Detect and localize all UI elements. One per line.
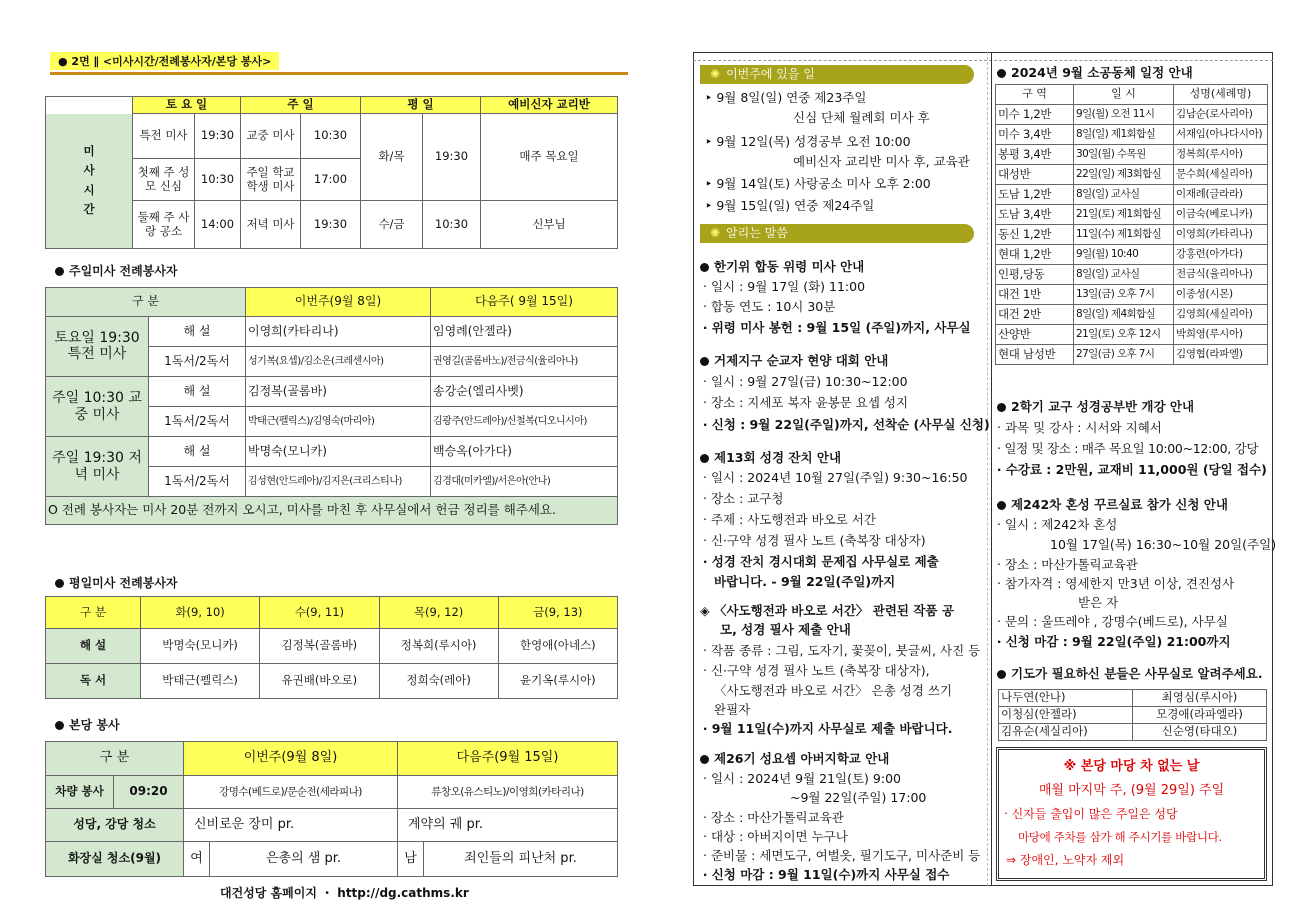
role-label: 해 설 xyxy=(46,629,141,664)
service-header: 다음주(9월 15일) xyxy=(398,742,618,776)
notice-title: 거제지구 순교자 현양 대회 안내 xyxy=(700,352,888,369)
community-row xyxy=(996,205,1268,225)
community-row xyxy=(996,185,1268,205)
sat-mass-time: 14:00 xyxy=(195,201,241,249)
community-area: 대건 2반 xyxy=(996,305,1074,325)
weekday-servers-table xyxy=(45,596,618,699)
sun-mass-name: 저녁 미사 xyxy=(241,201,301,249)
community-leader: 서재임(아나다시아) xyxy=(1174,125,1268,145)
prayer-name: 이청심(안젤라) xyxy=(999,707,1133,724)
community-leader: 이금숙(베로니카) xyxy=(1174,205,1268,225)
cursillo-line: ‧ 장소 : 마산가톨릭교육관 xyxy=(997,557,1138,572)
this-week-line: 신심 단체 월례회 미사 후 xyxy=(793,110,930,125)
role-label: 독 서 xyxy=(46,664,141,699)
server-next-week: 김경대(미카엘)/서은아(안나) xyxy=(431,467,618,497)
weekday-days: 수/금 xyxy=(361,201,423,249)
prayer-name: 최영심(루시아) xyxy=(1133,690,1267,707)
weekday-servers-title: 평일미사 전례봉사자 xyxy=(55,574,178,591)
sunday-servers-title: 주일미사 전례봉사자 xyxy=(55,262,178,279)
notice-line: ‧ 9월 11일(수)까지 사무실로 제출 바랍니다. xyxy=(703,721,953,736)
parking-line: ⇒ 장애인, 노약자 제외 xyxy=(1006,853,1125,867)
role-label: 해 설 xyxy=(149,376,246,406)
role-label: 해 설 xyxy=(149,437,246,467)
notice-line: ‧ 합동 연도 : 10시 30분 xyxy=(703,299,836,314)
community-row xyxy=(996,105,1268,125)
sat-mass-name: 둘째 주 사랑 공소 xyxy=(133,201,195,249)
notice-line: ‧ 일시 : 9월 27일(금) 10:30~12:00 xyxy=(703,374,908,389)
community-time: 22일(일) 제3회합실 xyxy=(1074,165,1174,185)
notice-line: ‧ 성경 잔치 경시대회 문제집 사무실로 제출 xyxy=(703,554,939,569)
notice-line: ‧ 신청 : 9월 22일(주일)까지, 선착순 (사무실 신청) xyxy=(703,417,990,432)
sunday-servers-table xyxy=(45,287,618,525)
community-time: 8일(일) 교사실 xyxy=(1074,185,1174,205)
service-time: 09:20 xyxy=(114,776,184,809)
notice-line: ‧ 일시 : 9월 17일 (화) 11:00 xyxy=(703,279,866,294)
bible-study-line: ‧ 일정 및 장소 : 매주 목요일 10:00~12:00, 강당 xyxy=(997,441,1259,456)
notice-line: ~9월 22일(주일) 17:00 xyxy=(790,790,927,805)
parking-line: 매월 마지막 주, (9월 29일) 주일 xyxy=(1038,783,1225,798)
community-area: 봉평 3,4반 xyxy=(996,145,1074,165)
community-leader: 이영희(카타리나) xyxy=(1174,225,1268,245)
community-row xyxy=(996,145,1268,165)
service-label: 화장실 청소(9월) xyxy=(46,842,184,877)
community-area: 동신 1,2반 xyxy=(996,225,1074,245)
community-leader: 문수희(세실리아) xyxy=(1174,165,1268,185)
server-next-week: 임영례(안젤라) xyxy=(431,316,618,346)
notice-line: ‧ 일시 : 2024년 9월 21일(토) 9:00 xyxy=(703,771,901,786)
right-col-divider2 xyxy=(991,52,992,886)
community-leader: 김남순(로사리아) xyxy=(1174,105,1268,125)
notice-line: 완필자 xyxy=(714,702,751,717)
notice-bar: ✺ 알리는 말씀 xyxy=(700,224,974,243)
community-time: 21일(토) 제1회합실 xyxy=(1074,205,1174,225)
server-name: 한영애(아네스) xyxy=(498,629,617,664)
sunday-header-next-week: 다음주( 9월 15일) xyxy=(431,288,618,317)
this-week-line: ‣ 9월 12일(목) 성경공부 오전 10:00 xyxy=(705,134,911,149)
notice-line: 모, 성경 필사 제출 안내 xyxy=(720,622,851,637)
service-next-week: 계약의 궤 pr. xyxy=(398,809,618,842)
community-area: 인평,당동 xyxy=(996,265,1074,285)
page-header: ● 2면 ∥ <미사시간/전례봉사자/본당 봉사> xyxy=(50,52,279,70)
community-leader: 전금식(율리아나) xyxy=(1174,265,1268,285)
community-area: 미수 1,2반 xyxy=(996,105,1074,125)
community-leader: 이재례(글라라) xyxy=(1174,185,1268,205)
role-label: 1독서/2독서 xyxy=(149,346,246,376)
notice-line: ‧ 장소 : 지세포 복자 윤봉문 요셉 성지 xyxy=(703,395,909,410)
server-name: 박태근(펠릭스) xyxy=(141,664,260,699)
weekday-header: 화(9, 10) xyxy=(141,597,260,629)
notice-line: ‧ 일시 : 2024년 10월 27일(주일) 9:30~16:50 xyxy=(703,470,968,485)
notice-title: 제26기 성요셉 아버지학교 안내 xyxy=(700,750,889,767)
community-time: 8일(일) 제1회합실 xyxy=(1074,125,1174,145)
notice-line: ‧ 장소 : 마산가톨릭교육관 xyxy=(703,810,844,825)
community-time: 21일(토) 오후 12시 xyxy=(1074,325,1174,345)
prayer-name: 모경애(라파엘라) xyxy=(1133,707,1267,724)
community-row xyxy=(996,225,1268,245)
cursillo-line: ‧ 참가자격 : 영세한지 만3년 이상, 견진성사 xyxy=(997,576,1235,591)
role-label: 해 설 xyxy=(149,316,246,346)
community-time: 8일(일) 교사실 xyxy=(1074,265,1174,285)
sun-mass-name: 교중 미사 xyxy=(241,114,301,159)
server-this-week: 박태근(펠릭스)/김영숙(마리아) xyxy=(246,407,431,437)
community-row xyxy=(996,285,1268,305)
weekday-header: 금(9, 13) xyxy=(498,597,617,629)
community-row xyxy=(996,265,1268,285)
community-row xyxy=(996,305,1268,325)
community-row xyxy=(996,345,1268,365)
community-time: 13일(금) 오후 7시 xyxy=(1074,285,1174,305)
sun-mass-name: 주일 학교 학생 미사 xyxy=(241,159,301,201)
service-this-week: 강명수(베드로)/문순전(세라피나) xyxy=(184,776,398,809)
role-label: 1독서/2독서 xyxy=(149,467,246,497)
sat-mass-time: 19:30 xyxy=(195,114,241,159)
sat-mass-name: 첫째 주 성모 신심 xyxy=(133,159,195,201)
community-title: 2024년 9월 소공동체 일정 안내 xyxy=(997,64,1193,81)
service-header: 이번주(9월 8일) xyxy=(184,742,398,776)
notice-line: ‧ 주제 : 사도행전과 바오로 서간 xyxy=(703,512,876,527)
community-table xyxy=(995,84,1268,365)
sat-mass-time: 10:30 xyxy=(195,159,241,201)
server-next-week: 백승옥(아가다) xyxy=(431,437,618,467)
mass-header-sun: 주 일 xyxy=(241,97,361,114)
gender-label: 남 xyxy=(398,842,424,877)
mass-header-sat: 토 요 일 xyxy=(133,97,241,114)
this-week-line: ‣ 9월 8일(일) 연중 제23주일 xyxy=(705,90,867,105)
notice-line: ‧ 위령 미사 봉헌 : 9월 15일 (주일)까지, 사무실 xyxy=(703,320,971,335)
sunday-header-category: 구 분 xyxy=(46,288,246,317)
server-name: 김정복(골롬바) xyxy=(260,629,379,664)
weekday-time: 19:30 xyxy=(423,114,481,201)
right-col-divider xyxy=(987,52,988,886)
bible-study-line: ‧ 과목 및 강사 : 시서와 지혜서 xyxy=(997,420,1162,435)
notice-line: ‧ 신·구약 성경 필사 노트 (축복장 대상자) xyxy=(703,533,926,548)
notice-title: 한기위 합동 위령 미사 안내 xyxy=(700,258,864,275)
parking-line: 마당에 주차를 삼가 해 주시기를 바랍니다. xyxy=(1018,830,1222,844)
notice-line: ‧ 대상 : 아버지이면 누구나 xyxy=(703,829,848,844)
prayer-name: 나두연(안나) xyxy=(999,690,1133,707)
community-time: 8일(일) 제4회합실 xyxy=(1074,305,1174,325)
bible-study-line: ‧ 수강료 : 2만원, 교재비 11,000원 (당일 접수) xyxy=(997,462,1267,477)
right-top-dash xyxy=(693,60,1273,61)
community-leader: 김영희(세실리아) xyxy=(1174,305,1268,325)
community-leader: 이종성(시몬) xyxy=(1174,285,1268,305)
server-name: 정복희(루시아) xyxy=(379,629,498,664)
prayer-title: 기도가 필요하신 분들은 사무실로 알려주세요. xyxy=(997,665,1263,682)
weekday-days: 화/목 xyxy=(361,114,423,201)
server-next-week: 김광주(안드레아)/신철복(디오니시아) xyxy=(431,407,618,437)
catechumen-teacher: 신부님 xyxy=(481,201,618,249)
community-area: 대성반 xyxy=(996,165,1074,185)
weekday-header: 구 분 xyxy=(46,597,141,629)
this-week-bar: ✺ 이번주에 있을 일 xyxy=(700,65,974,84)
service-this-week: 은총의 샘 pr. xyxy=(210,842,398,877)
community-leader: 김영협(라파엘) xyxy=(1174,345,1268,365)
community-area: 대건 1반 xyxy=(996,285,1074,305)
sun-icon: ✺ xyxy=(710,67,721,81)
community-leader: 박희영(루시아) xyxy=(1174,325,1268,345)
cursillo-line: ‧ 신청 마감 : 9월 22일(주일) 21:00까지 xyxy=(997,634,1231,649)
server-this-week: 성기복(요셉)/김소은(크레센시아) xyxy=(246,346,431,376)
sun-mass-time: 17:00 xyxy=(301,159,361,201)
server-name: 윤기옥(루시아) xyxy=(498,664,617,699)
community-row xyxy=(996,125,1268,145)
service-next-week: 죄인들의 피난처 pr. xyxy=(424,842,618,877)
community-time: 11일(수) 제1회합실 xyxy=(1074,225,1174,245)
community-leader: 정복희(루시아) xyxy=(1174,145,1268,165)
community-header: 일 시 xyxy=(1074,85,1174,105)
community-area: 산양반 xyxy=(996,325,1074,345)
gender-label: 여 xyxy=(184,842,210,877)
community-row xyxy=(996,325,1268,345)
community-time: 30일(월) 수목원 xyxy=(1074,145,1174,165)
cursillo-line: 받은 자 xyxy=(1078,595,1119,610)
community-leader: 강홍련(아가다) xyxy=(1174,245,1268,265)
mass-time-table xyxy=(45,96,618,249)
community-time: 9일(월) 오전 11시 xyxy=(1074,105,1174,125)
sunday-header-this-week: 이번주(9월 8일) xyxy=(246,288,431,317)
community-area: 도남 1,2반 xyxy=(996,185,1074,205)
this-week-line: ‣ 9월 15일(일) 연중 제24주일 xyxy=(705,198,875,213)
service-header: 구 분 xyxy=(46,742,184,776)
community-area: 현대 남성반 xyxy=(996,345,1074,365)
parking-line: ※ 본당 마당 차 없는 날 xyxy=(1063,759,1200,774)
bible-study-title: 2학기 교구 성경공부반 개강 안내 xyxy=(997,398,1194,415)
mass-header-catechumen: 예비신자 교리반 xyxy=(481,97,618,114)
server-name: 유권배(바오로) xyxy=(260,664,379,699)
server-name: 정희숙(레아) xyxy=(379,664,498,699)
server-this-week: 김정복(골롬바) xyxy=(246,376,431,406)
parking-line: ‧ 신자들 출입이 많은 주일은 성당 xyxy=(1004,807,1178,821)
service-this-week: 신비로운 장미 pr. xyxy=(184,809,398,842)
header-rule xyxy=(50,72,628,75)
server-this-week: 김성현(안드레아)/김지은(크리스티나) xyxy=(246,467,431,497)
this-week-line: 예비신자 교리반 미사 후, 교육관 xyxy=(793,154,970,169)
community-area: 미수 3,4반 xyxy=(996,125,1074,145)
this-week-line: ‣ 9월 14일(토) 사랑공소 미사 오후 2:00 xyxy=(705,176,931,191)
notice-line: 바랍니다. - 9월 22일(주일)까지 xyxy=(714,574,896,589)
cursillo-line: ‧ 문의 : 울뜨레야 , 강명수(베드로), 사무실 xyxy=(997,614,1228,629)
sun-icon: ✺ xyxy=(710,226,721,240)
cursillo-line: ‧ 일시 : 제242차 혼성 xyxy=(997,517,1118,532)
mass-group-label: 토요일 19:30 특전 미사 xyxy=(46,316,149,376)
sat-mass-name: 특전 미사 xyxy=(133,114,195,159)
community-header: 구 역 xyxy=(996,85,1074,105)
sun-mass-time: 10:30 xyxy=(301,114,361,159)
mass-side-label: 미 사 시 간 xyxy=(46,114,133,249)
server-name: 박명숙(모니카) xyxy=(141,629,260,664)
community-row xyxy=(996,165,1268,185)
weekday-time: 10:30 xyxy=(423,201,481,249)
prayer-table xyxy=(998,689,1267,741)
cursillo-title: 제242차 혼성 꾸르실료 참가 신청 안내 xyxy=(997,496,1228,513)
server-note: O 전례 봉사자는 미사 20분 전까지 오시고, 미사를 마친 후 사무실에서 헌금 정리를 해주세요. xyxy=(46,497,618,525)
parish-service-title: 본당 봉사 xyxy=(55,716,120,733)
sun-mass-time: 19:30 xyxy=(301,201,361,249)
service-next-week: 류창오(유스티노)/이영희(카타리나) xyxy=(398,776,618,809)
prayer-name: 신순영(타대오) xyxy=(1133,724,1267,741)
community-row xyxy=(996,245,1268,265)
server-next-week: 권영길(골롬바노)/전금식(율리아나) xyxy=(431,346,618,376)
notice-title: ◈ 〈사도행전과 바오로 서간〉 관련된 작품 공 xyxy=(700,603,954,618)
community-area: 도남 3,4반 xyxy=(996,205,1074,225)
cursillo-line: 10월 17일(목) 16:30~10월 20일(주일) xyxy=(1050,537,1277,552)
notice-line: 〈사도행전과 바오로 서간〉 은총 성경 쓰기 xyxy=(714,683,953,698)
notice-line: ‧ 작품 종류 : 그림, 도자기, 꽃꽂이, 붓글씨, 사진 등 xyxy=(703,643,981,658)
mass-header-weekday: 평 일 xyxy=(361,97,481,114)
parish-service-table xyxy=(45,741,618,877)
service-label: 차량 봉사 xyxy=(46,776,114,809)
prayer-name: 김유순(세실리아) xyxy=(999,724,1133,741)
homepage-footer: 대건성당 홈페이지 ・ http://dg.cathms.kr xyxy=(220,886,469,900)
server-this-week: 이영희(카타리나) xyxy=(246,316,431,346)
notice-line: ‧ 장소 : 교구청 xyxy=(703,491,784,506)
community-header: 성명(세례명) xyxy=(1174,85,1268,105)
server-this-week: 박명숙(모니카) xyxy=(246,437,431,467)
role-label: 1독서/2독서 xyxy=(149,407,246,437)
weekday-header: 수(9, 11) xyxy=(260,597,379,629)
service-label: 성당, 강당 청소 xyxy=(46,809,184,842)
weekday-header: 목(9, 12) xyxy=(379,597,498,629)
mass-group-label: 주일 10:30 교중 미사 xyxy=(46,376,149,436)
notice-line: ‧ 준비물 : 세면도구, 여벌옷, 필기도구, 미사준비 등 xyxy=(703,848,981,863)
community-time: 27일(금) 오후 7시 xyxy=(1074,345,1174,365)
catechumen-day: 매주 목요일 xyxy=(481,114,618,201)
community-time: 9일(월) 10:40 xyxy=(1074,245,1174,265)
notice-title: 제13회 성경 잔치 안내 xyxy=(700,449,841,466)
notice-line: ‧ 신청 마감 : 9월 11일(수)까지 사무실 접수 xyxy=(703,867,950,882)
community-area: 현대 1,2반 xyxy=(996,245,1074,265)
server-next-week: 송강순(엘리사벳) xyxy=(431,376,618,406)
mass-group-label: 주일 19:30 저녁 미사 xyxy=(46,437,149,497)
notice-line: ‧ 신·구약 성경 필사 노트 (축복장 대상자), xyxy=(703,663,930,678)
